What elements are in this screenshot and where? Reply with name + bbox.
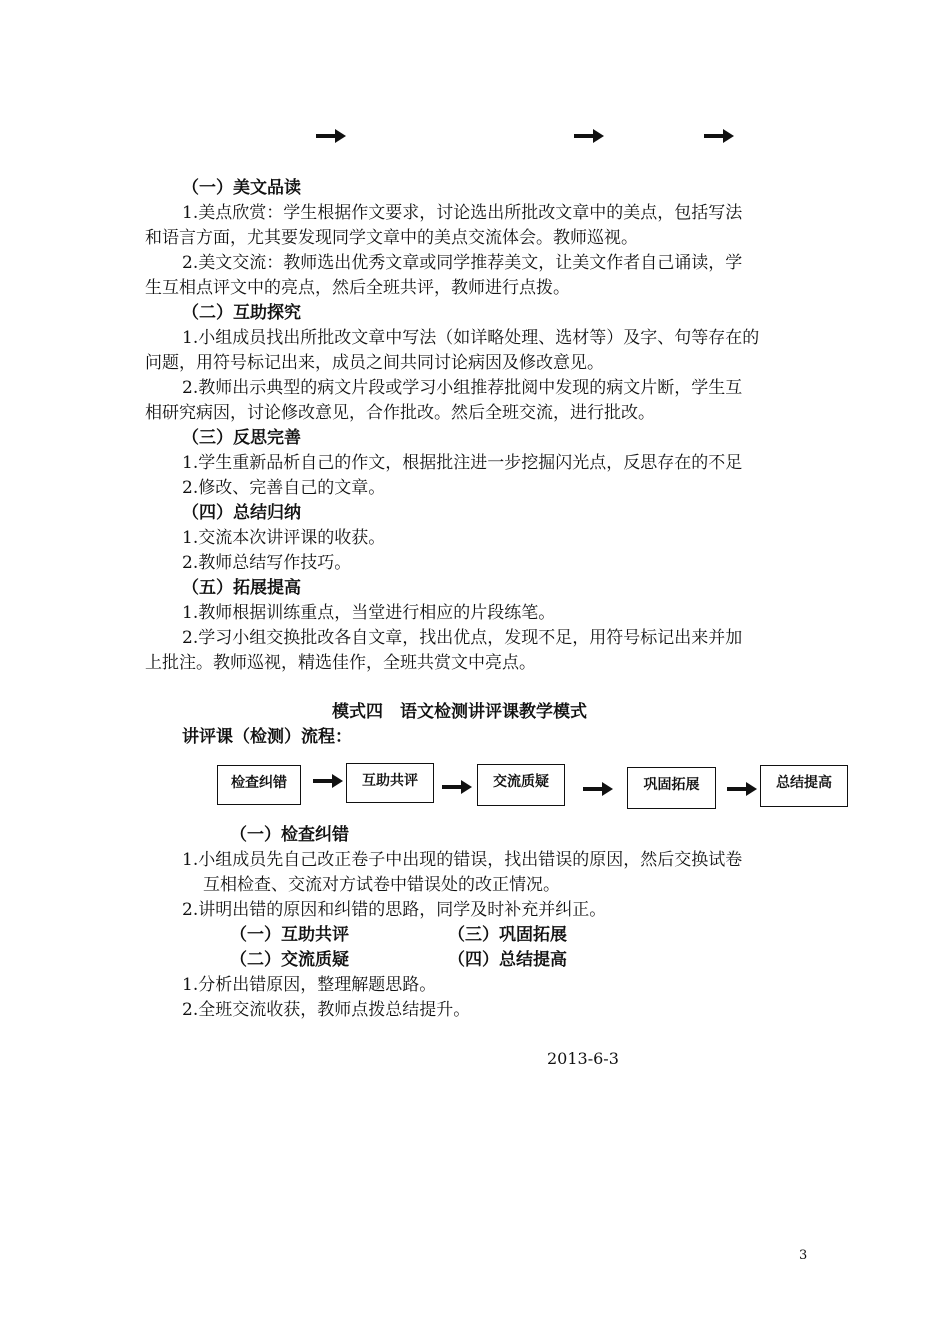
paragraph-line: 2.讲明出错的原因和纠错的思路，同学及时补充并纠正。 — [182, 900, 607, 920]
flow-box-summarize-improve: 总结提高 — [760, 765, 848, 807]
document-date: 2013-6-3 — [547, 1049, 619, 1068]
paragraph-line: 1.小组成员先自己改正卷子中出现的错误，找出错误的原因，然后交换试卷 — [182, 850, 743, 870]
heading-zongjie-guina: （四）总结归纳 — [182, 503, 301, 523]
heading-tuozhan-tigao: （五）拓展提高 — [182, 578, 301, 598]
arrow-icon — [704, 129, 734, 143]
flow-box-check-correct: 检查纠错 — [217, 765, 301, 805]
arrow-icon — [583, 782, 613, 796]
paragraph-line: 2.学习小组交换批改各自文章，找出优点，发现不足，用符号标记出来并加 — [182, 628, 743, 648]
heading-jiaoliu-zhiyi: （二）交流质疑 — [230, 950, 349, 970]
arrow-icon — [442, 780, 472, 794]
arrow-icon — [727, 782, 757, 796]
mode-four-title: 模式四 语文检测讲评课教学模式 — [332, 702, 587, 722]
paragraph-line: 生互相点评文中的亮点，然后全班共评，教师进行点拨。 — [145, 278, 570, 298]
heading-fansi-wanshan: （三）反思完善 — [182, 428, 301, 448]
paragraph-line: 1.教师根据训练重点，当堂进行相应的片段练笔。 — [182, 603, 556, 623]
paragraph-line: 相研究病因，讨论修改意见，合作批改。然后全班交流，进行批改。 — [145, 403, 655, 423]
arrow-icon — [313, 774, 343, 788]
paragraph-line: 1.学生重新品析自己的作文，根据批注进一步挖掘闪光点，反思存在的不足 — [182, 453, 743, 473]
heading-meiwen-pindu: （一）美文品读 — [182, 178, 301, 198]
heading-huzhu-tanjiu: （二）互助探究 — [182, 303, 301, 323]
paragraph-line: 2.修改、完善自己的文章。 — [182, 478, 386, 498]
paragraph-line: 和语言方面，尤其要发现同学文章中的美点交流体会。教师巡视。 — [145, 228, 638, 248]
paragraph-line: 问题，用符号标记出来，成员之间共同讨论病因及修改意见。 — [145, 353, 604, 373]
flow-label: 讲评课（检测）流程： — [182, 727, 352, 747]
paragraph-line: 2.教师出示典型的病文片段或学习小组推荐批阅中发现的病文片断，学生互 — [182, 378, 743, 398]
flow-box-exchange-question: 交流质疑 — [477, 764, 565, 806]
paragraph-line: 1.分析出错原因，整理解题思路。 — [182, 975, 437, 995]
arrow-icon — [316, 129, 346, 143]
paragraph-line: 2.教师总结写作技巧。 — [182, 553, 352, 573]
paragraph-line: 2.美文交流：教师选出优秀文章或同学推荐美文，让美文作者自己诵读，学 — [182, 253, 743, 273]
flow-box-mutual-review: 互助共评 — [346, 763, 434, 803]
heading-gonggu-tuozhan: （三）巩固拓展 — [448, 925, 567, 945]
paragraph-line: 上批注。教师巡视，精选佳作，全班共赏文中亮点。 — [145, 653, 536, 673]
paragraph-line: 1.交流本次讲评课的收获。 — [182, 528, 386, 548]
paragraph-line: 1.小组成员找出所批改文章中写法（如详略处理、选材等）及字、句等存在的 — [182, 328, 760, 348]
heading-huzhu-gongping: （一）互助共评 — [230, 925, 349, 945]
heading-zongjie-tigao: （四）总结提高 — [448, 950, 567, 970]
paragraph-line: 2.全班交流收获，教师点拨总结提升。 — [182, 1000, 471, 1020]
heading-jiancha-jiucuo: （一）检查纠错 — [230, 825, 349, 845]
flow-box-consolidate-expand: 巩固拓展 — [627, 767, 716, 809]
paragraph-line: 1.美点欣赏：学生根据作文要求，讨论选出所批改文章中的美点，包括写法 — [182, 203, 743, 223]
page-number: 3 — [799, 1248, 808, 1263]
arrow-icon — [574, 129, 604, 143]
paragraph-line: 互相检查、交流对方试卷中错误处的改正情况。 — [203, 875, 560, 895]
